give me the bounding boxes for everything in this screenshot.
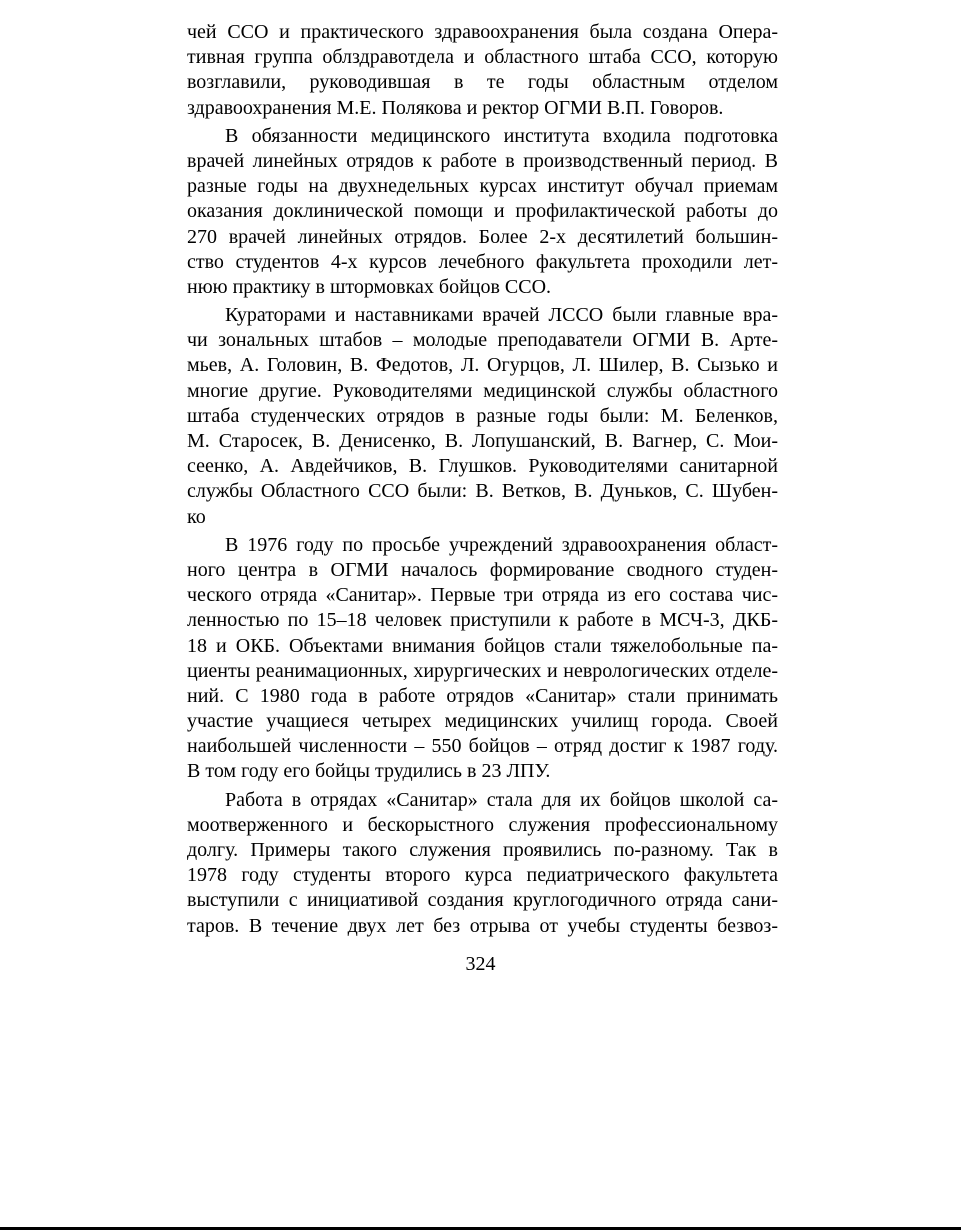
text-line: службы Областного ССО были: В. Ветков, В. Дуньков, С. Шубен- (187, 480, 778, 503)
paragraph (187, 788, 778, 939)
text-line: ленностью по 15–18 человек приступили к работе в МСЧ-3, ДКБ- (187, 609, 778, 632)
text-line: нюю практику в штормовках бойцов ССО. (187, 275, 552, 298)
text-line: участие учащиеся четырех медицинских училищ города. Своей (187, 710, 778, 733)
text-line: таров. В течение двух лет без отрыва от учебы студенты безвоз- (187, 914, 778, 937)
text-line: 18 и ОКБ. Объектами внимания бойцов стали тяжелобольные па- (187, 634, 778, 657)
text-line: чей ССО и практического здравоохранения была создана Опера- (187, 21, 778, 43)
text-line: долгу. Примеры такого служения проявились по-разному. Так в (187, 839, 778, 861)
text-line: возглавили, руководившая в те годы областным отделом (187, 71, 778, 94)
text-line: Кураторами и наставниками врачей ЛССО были главные вра- (225, 304, 778, 327)
text-line: сеенко, А. Авдейчиков, В. Глушков. Руководителями санитарной (187, 455, 778, 478)
text-line: разные годы на двухнедельных курсах институт обучал приемам (187, 175, 778, 198)
paragraph (187, 533, 778, 785)
text-line: тивная группа облздравотдела и областного штаба ССО, которую (187, 46, 778, 69)
text-line: чи зональных штабов – молодые преподаватели ОГМИ В. Арте- (187, 329, 778, 352)
text-line: моотверженного и бескорыстного служения профессиональному (187, 813, 778, 836)
text-line: Работа в отрядах «Санитар» стала для их бойцов школой са- (225, 788, 778, 811)
text-line: наибольшей численности – 550 бойцов – отряд достиг к 1987 году. (187, 735, 778, 758)
text-line: выступили с инициативой создания круглогодичного отряда сани- (187, 889, 778, 912)
text-line: М. Старосек, В. Денисенко, В. Лопушанский, В. Вагнер, С. Мои- (187, 430, 778, 452)
paragraph (187, 20, 778, 121)
text-line: ческого отряда «Санитар». Первые три отряда из его состава чис- (187, 584, 778, 607)
text-line: здравоохранения М.Е. Полякова и ректор ОГМИ В.П. Говоров. (187, 96, 724, 119)
text-line: В том году его бойцы трудились в 23 ЛПУ. (187, 760, 551, 783)
paragraph (187, 124, 778, 300)
text-line: штаба студенческих отрядов в разные годы были: М. Беленков, (187, 404, 778, 427)
text-line: мьев, А. Головин, В. Федотов, Л. Огурцов, Л. Шилер, В. Сызько и (187, 354, 778, 377)
text-line: ний. С 1980 года в работе отрядов «Санитар» стали принимать (187, 684, 778, 707)
text-line: 270 врачей линейных отрядов. Более 2-х десятилетий большин- (187, 225, 778, 248)
page-number: 324 (465, 953, 496, 975)
text-line: ко (187, 505, 206, 528)
text-line: циенты реанимационных, хирургических и неврологических отделе- (187, 659, 778, 682)
text-line: ного центра в ОГМИ началось формирование сводного студен- (187, 558, 778, 581)
text-line: врачей линейных отрядов к работе в производственный период. В (187, 149, 778, 172)
paragraph (187, 303, 778, 530)
text-line: 1978 году студенты второго курса педиатрического факультета (187, 864, 778, 887)
body-text (187, 20, 778, 942)
text-line: В обязанности медицинского института входила подготовка (225, 124, 778, 147)
text-line: ство студентов 4-х курсов лечебного факультета проходили лет- (187, 250, 778, 273)
text-line: В 1976 году по просьбе учреждений здравоохранения област- (225, 533, 778, 556)
text-line: многие другие. Руководителями медицинской службы областного (187, 379, 778, 402)
text-line: оказания доклинической помощи и профилактической работы до (187, 200, 778, 223)
